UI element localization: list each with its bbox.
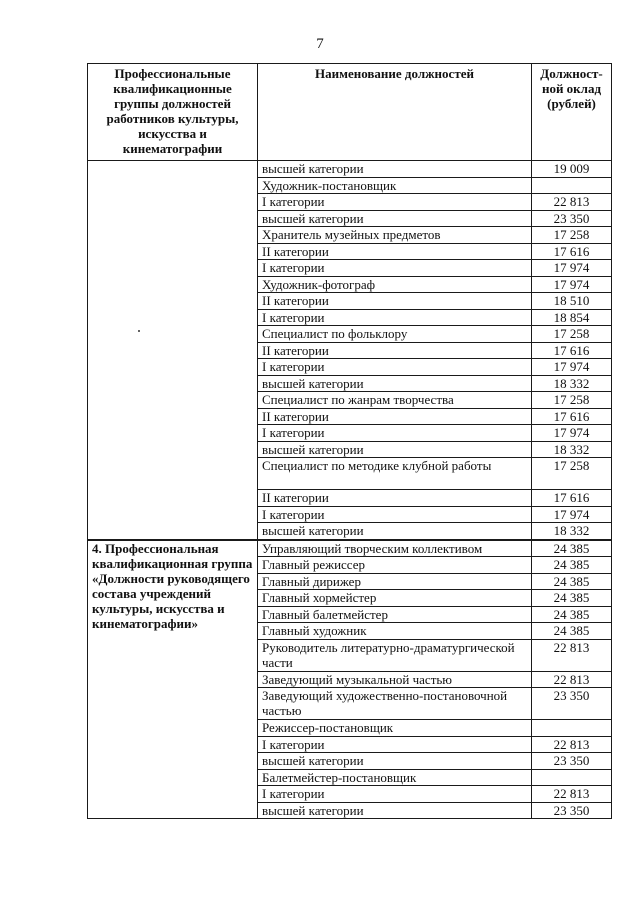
position-cell: I категории (258, 194, 532, 211)
position-cell: Главный режиссер (258, 557, 532, 574)
position-cell: I категории (258, 736, 532, 753)
position-cell: высшей категории (258, 210, 532, 227)
position-cell: Хранитель музейных предметов (258, 227, 532, 244)
position-cell: II категории (258, 342, 532, 359)
position-cell: высшей категории (258, 523, 532, 540)
salary-cell: 19 009 (532, 161, 612, 178)
salary-cell: 17 974 (532, 359, 612, 376)
salary-cell: 17 974 (532, 506, 612, 523)
salary-cell: 23 350 (532, 688, 612, 720)
salary-cell: 18 510 (532, 293, 612, 310)
position-cell: II категории (258, 243, 532, 260)
header-salary: Должност-ной оклад (рублей) (532, 64, 612, 161)
position-cell: I категории (258, 260, 532, 277)
position-cell: Специалист по фольклору (258, 326, 532, 343)
position-cell: Режиссер-постановщик (258, 720, 532, 737)
salary-table (87, 63, 612, 819)
salary-cell: 17 974 (532, 425, 612, 442)
salary-cell (532, 769, 612, 786)
salary-cell: 17 616 (532, 408, 612, 425)
position-cell: высшей категории (258, 753, 532, 770)
salary-cell: 18 332 (532, 375, 612, 392)
position-cell: Специалист по методике клубной работы (258, 458, 532, 490)
group-cell-management: 4. Профессиональная квалификационная группа «Должности руководящего состава учреждений культуры, искусства и кинематографии» (88, 540, 258, 819)
salary-cell: 24 385 (532, 557, 612, 574)
salary-cell (532, 720, 612, 737)
salary-cell: 22 813 (532, 194, 612, 211)
salary-cell: 17 616 (532, 243, 612, 260)
position-cell: Заведующий художественно-постановочной частью (258, 688, 532, 720)
salary-cell: 22 813 (532, 786, 612, 803)
position-cell: Главный балетмейстер (258, 606, 532, 623)
salary-cell (532, 177, 612, 194)
position-cell: II категории (258, 408, 532, 425)
salary-cell: 22 813 (532, 639, 612, 671)
salary-cell: 23 350 (532, 210, 612, 227)
salary-cell: 18 332 (532, 441, 612, 458)
position-cell: I категории (258, 506, 532, 523)
position-cell: Заведующий музыкальной частью (258, 671, 532, 688)
position-cell: Специалист по жанрам творчества (258, 392, 532, 409)
salary-cell: 24 385 (532, 590, 612, 607)
scan-speck (138, 330, 140, 332)
header-position: Наименование должностей (258, 64, 532, 161)
salary-cell: 24 385 (532, 573, 612, 590)
position-cell: II категории (258, 293, 532, 310)
salary-cell: 17 258 (532, 326, 612, 343)
header-group: Профессиональные квалификационные группы должностей работников культуры, искусства и кинематографии (88, 64, 258, 161)
position-cell: Главный хормейстер (258, 590, 532, 607)
group-cell-continued (88, 161, 258, 540)
position-cell: Руководитель литературно-драматургической части (258, 639, 532, 671)
table-row (88, 161, 612, 178)
position-cell: высшей категории (258, 802, 532, 819)
salary-cell: 24 385 (532, 540, 612, 557)
position-cell: I категории (258, 786, 532, 803)
salary-cell: 17 258 (532, 458, 612, 490)
table-row (88, 540, 612, 557)
salary-cell: 17 258 (532, 392, 612, 409)
page-number: 7 (316, 36, 324, 52)
position-cell: высшей категории (258, 161, 532, 178)
salary-cell: 18 332 (532, 523, 612, 540)
salary-cell: 24 385 (532, 606, 612, 623)
salary-cell: 22 813 (532, 736, 612, 753)
position-cell: I категории (258, 359, 532, 376)
salary-cell: 18 854 (532, 309, 612, 326)
position-cell: I категории (258, 309, 532, 326)
table-header-row (88, 64, 612, 161)
salary-cell: 17 974 (532, 260, 612, 277)
salary-cell: 23 350 (532, 802, 612, 819)
salary-cell: 22 813 (532, 671, 612, 688)
salary-cell: 17 616 (532, 342, 612, 359)
position-cell: Управляющий творческим коллективом (258, 540, 532, 557)
salary-cell: 17 616 (532, 490, 612, 507)
salary-cell: 23 350 (532, 753, 612, 770)
position-cell: Главный дирижер (258, 573, 532, 590)
position-cell: высшей категории (258, 375, 532, 392)
salary-cell: 24 385 (532, 623, 612, 640)
position-cell: Художник-фотограф (258, 276, 532, 293)
salary-cell: 17 974 (532, 276, 612, 293)
position-cell: Балетмейстер-постановщик (258, 769, 532, 786)
position-cell: Главный художник (258, 623, 532, 640)
table-body (88, 161, 612, 819)
position-cell: II категории (258, 490, 532, 507)
position-cell: I категории (258, 425, 532, 442)
position-cell: Художник-постановщик (258, 177, 532, 194)
salary-cell: 17 258 (532, 227, 612, 244)
position-cell: высшей категории (258, 441, 532, 458)
